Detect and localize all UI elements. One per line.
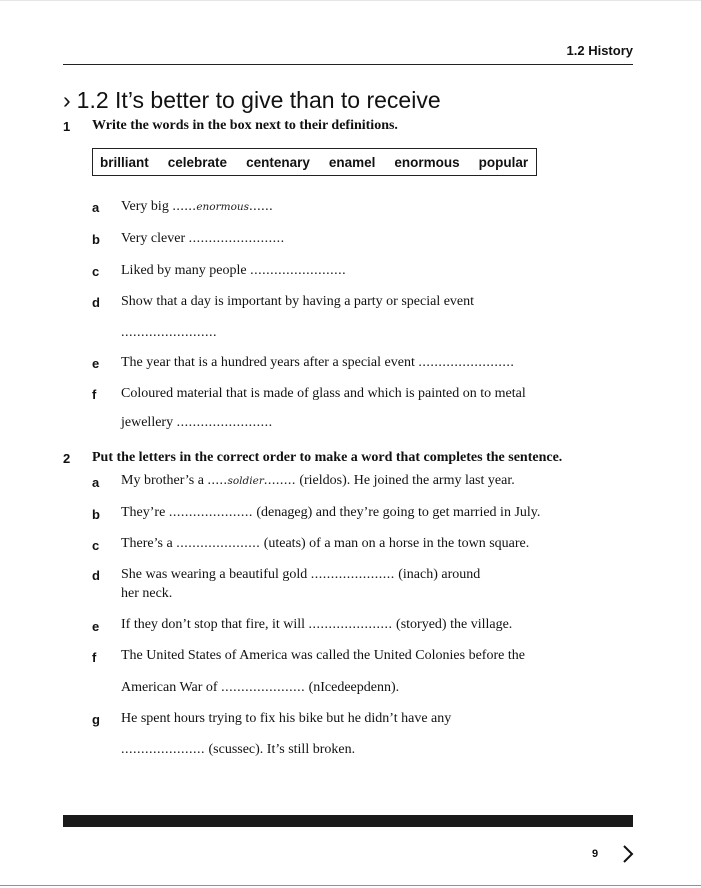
answer-blank[interactable]: ........................ [188,231,285,246]
example-answer: soldier [227,475,264,487]
definition-c: Liked by many people ........................ [121,263,347,278]
item-label: d [92,295,100,310]
sentence-f-line2: American War of ..................... (nIcedeepdenn). [121,680,400,695]
definition-a: Very big ......enormous...... [121,199,274,214]
answer-blank[interactable]: ..................... [308,617,393,632]
exercise-2-number: 2 [63,451,71,466]
item-label: g [92,712,100,727]
item-label: e [92,356,100,371]
definition-d: Show that a day is important by having a party or special event [121,294,475,309]
lesson-title [63,87,441,114]
sentence-b: They’re ..................... (denageg) and they’re going to get married in July. [121,505,541,520]
footer-bar [63,815,633,827]
page-number: 9 [592,848,599,860]
item-label: e [92,619,100,634]
word-box-item: brilliant [100,154,149,170]
top-border [0,0,701,1]
sentence-c: There’s a ..................... (uteats) of a man on a horse in the town square. [121,536,530,551]
sentence-e: If they don’t stop that fire, it will ..................... (storyed) the village. [121,617,513,632]
item-label: d [92,568,100,583]
example-answer: enormous [196,201,250,213]
word-box-item: enamel [328,154,376,170]
item-label: a [92,200,100,215]
answer-blank[interactable]: ..................... [221,680,306,695]
sentence-g: He spent hours trying to fix his bike but he didn’t have any [121,711,452,726]
item-label: c [92,264,100,279]
answer-blank[interactable]: ...... [172,199,197,214]
exercise-1-number: 1 [63,119,71,134]
word-box-item: popular [478,154,529,170]
item-label: a [92,475,100,490]
answer-blank[interactable]: ........................ [176,415,273,430]
definition-b: Very clever ........................ [121,231,285,246]
definition-f-line2: jewellery ........................ [121,415,273,430]
sentence-f: The United States of America was called the United Colonies before the [121,648,525,663]
sentence-d-line2: her neck. [121,586,173,601]
item-label: f [92,387,97,402]
sentence-g-line2: ..................... (scussec). It’s still broken. [121,742,356,757]
answer-blank[interactable]: ........................ [121,325,217,340]
answer-blank[interactable]: ..................... [168,505,253,520]
answer-blank[interactable]: ........................ [250,263,347,278]
definition-e: The year that is a hundred years after a special event ........................ [121,355,515,370]
bottom-border [0,885,701,886]
item-label: c [92,538,100,553]
chevron-right-icon: › [63,87,71,113]
answer-blank[interactable]: ..... [207,473,228,488]
sentence-a: My brother’s a .....soldier........ (rieldos). He joined the army last year. [121,473,515,488]
header-rule [63,64,633,65]
lesson-title-text: 1.2 It’s better to give than to receive [76,87,441,113]
answer-blank[interactable]: ..................... [121,742,205,757]
exercise-1-instruction: Write the words in the box next to their definitions. [92,118,398,133]
definition-f: Coloured material that is made of glass and which is painted on to metal [121,386,526,401]
answer-blank[interactable]: ........................ [418,355,515,370]
word-box [92,148,537,176]
item-label: b [92,507,100,522]
answer-blank[interactable]: ..................... [310,567,395,582]
sentence-d: She was wearing a beautiful gold ..................... (inach) around [121,567,481,582]
answer-blank[interactable]: ..................... [176,536,261,551]
section-header: 1.2 History [566,43,633,58]
word-box-item: enormous [394,154,460,170]
item-label: f [92,650,97,665]
exercise-2-instruction: Put the letters in the correct order to make a word that completes the sentence. [92,450,563,465]
word-box-item: centenary [246,154,310,170]
word-box-item: celebrate [167,154,228,170]
next-page-arrow-icon[interactable] [618,842,638,866]
item-label: b [92,232,100,247]
